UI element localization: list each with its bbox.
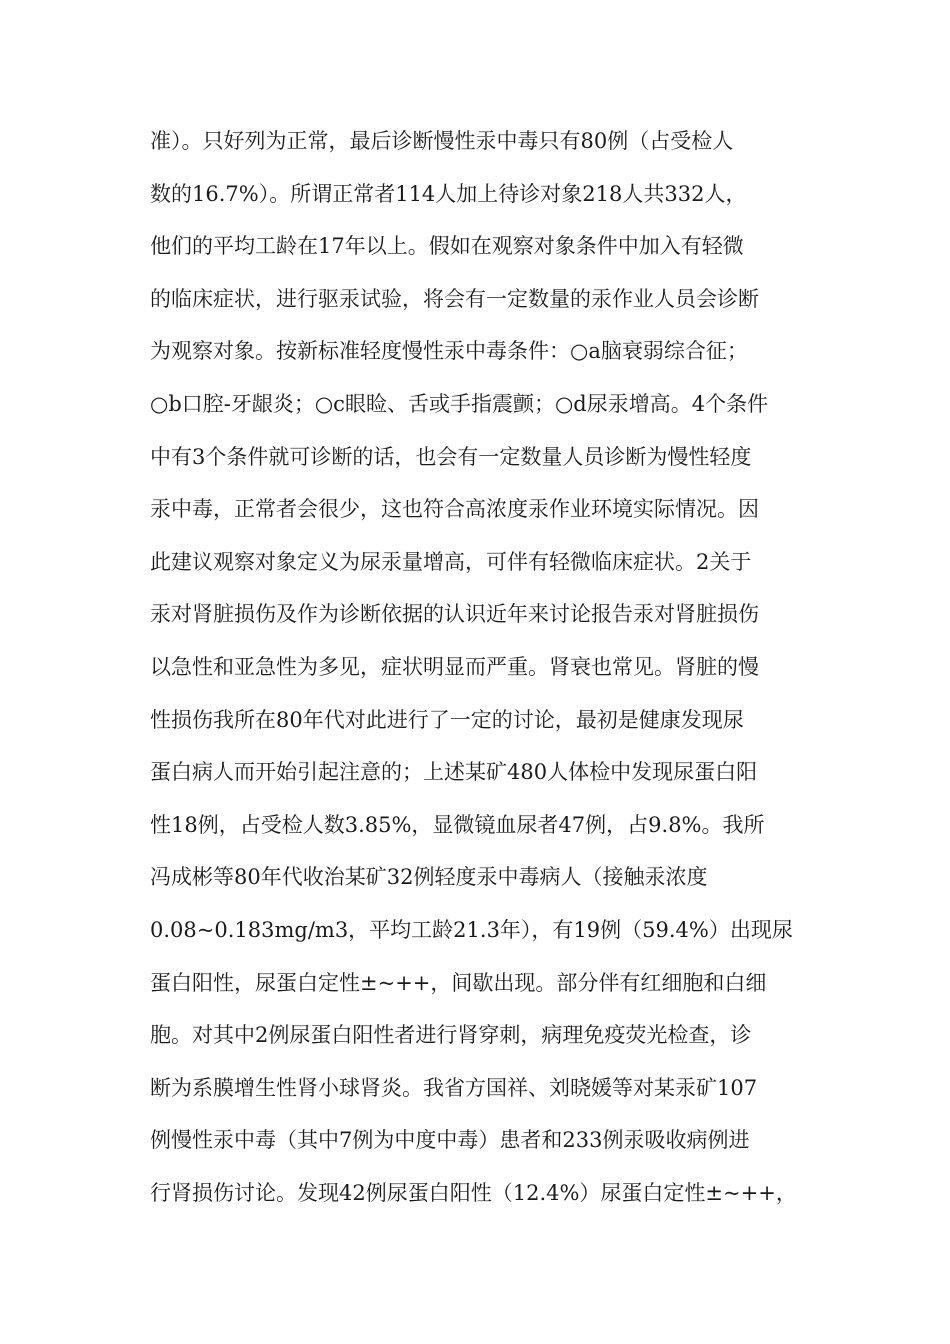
text-line: 性损伤我所在80年代对此进行了一定的讨论，最初是健康发现尿 <box>150 707 744 732</box>
text-line: 的临床症状，进行驱汞试验，将会有一定数量的汞作业人员会诊断 <box>150 286 759 311</box>
text-line: 为观察对象。按新标准轻度慢性汞中毒条件：○a脑衰弱综合征； <box>150 339 748 364</box>
text-line: 0.08~0.183mg/m3，平均工龄21.3年），有19例（59.4%）出现尿 <box>150 917 793 942</box>
text-line: 此建议观察对象定义为尿汞量增高，可伴有轻微临床症状。2关于 <box>150 549 752 574</box>
text-line: 断为系膜增生性肾小球肾炎。我省方国祥、刘晓媛等对某汞矿107 <box>150 1075 758 1100</box>
text-line: 行肾损伤讨论。发现42例尿蛋白阳性（12.4%）尿蛋白定性±~++， <box>150 1180 797 1205</box>
text-line: 中有3个条件就可诊断的话，也会有一定数量人员诊断为慢性轻度 <box>150 444 752 469</box>
text-line: 他们的平均工龄在17年以上。假如在观察对象条件中加入有轻微 <box>150 234 744 259</box>
text-line: 蛋白阳性，尿蛋白定性±~++，间歇出现。部分伴有红细胞和白细 <box>150 970 767 995</box>
text-line: 数的16.7%）。所谓正常者114人加上待诊对象218人共332人， <box>150 181 747 206</box>
body-text <box>150 115 810 1219</box>
text-line: 冯成彬等80年代收治某矿32例轻度汞中毒病人（接触汞浓度 <box>150 865 708 890</box>
text-line: 性18例，占受检人数3.85%，显微镜血尿者47例，占9.8%。我所 <box>150 812 765 837</box>
text-line: 蛋白病人而开始引起注意的；上述某矿480人体检中发现尿蛋白阳 <box>150 760 758 785</box>
text-line: 准）。只好列为正常，最后诊断慢性汞中毒只有80例（占受检人 <box>150 129 734 153</box>
text-line: 汞中毒，正常者会很少，这也符合高浓度汞作业环境实际情况。因 <box>150 497 759 522</box>
text-line: 例慢性汞中毒（其中7例为中度中毒）患者和233例汞吸收病例进 <box>150 1128 750 1153</box>
text-line: 胞。对其中2例尿蛋白阳性者进行肾穿刺，病理免疫荧光检查，诊 <box>150 1023 752 1048</box>
text-line: 汞对肾脏损伤及作为诊断依据的认识近年来讨论报告汞对肾脏损伤 <box>150 602 759 627</box>
text-line: ○b口腔-牙龈炎；○c眼睑、舌或手指震颤；○d尿汞增高。4个条件 <box>150 391 769 416</box>
text-line: 以急性和亚急性为多见，症状明显而严重。肾衰也常见。肾脏的慢 <box>150 654 759 679</box>
